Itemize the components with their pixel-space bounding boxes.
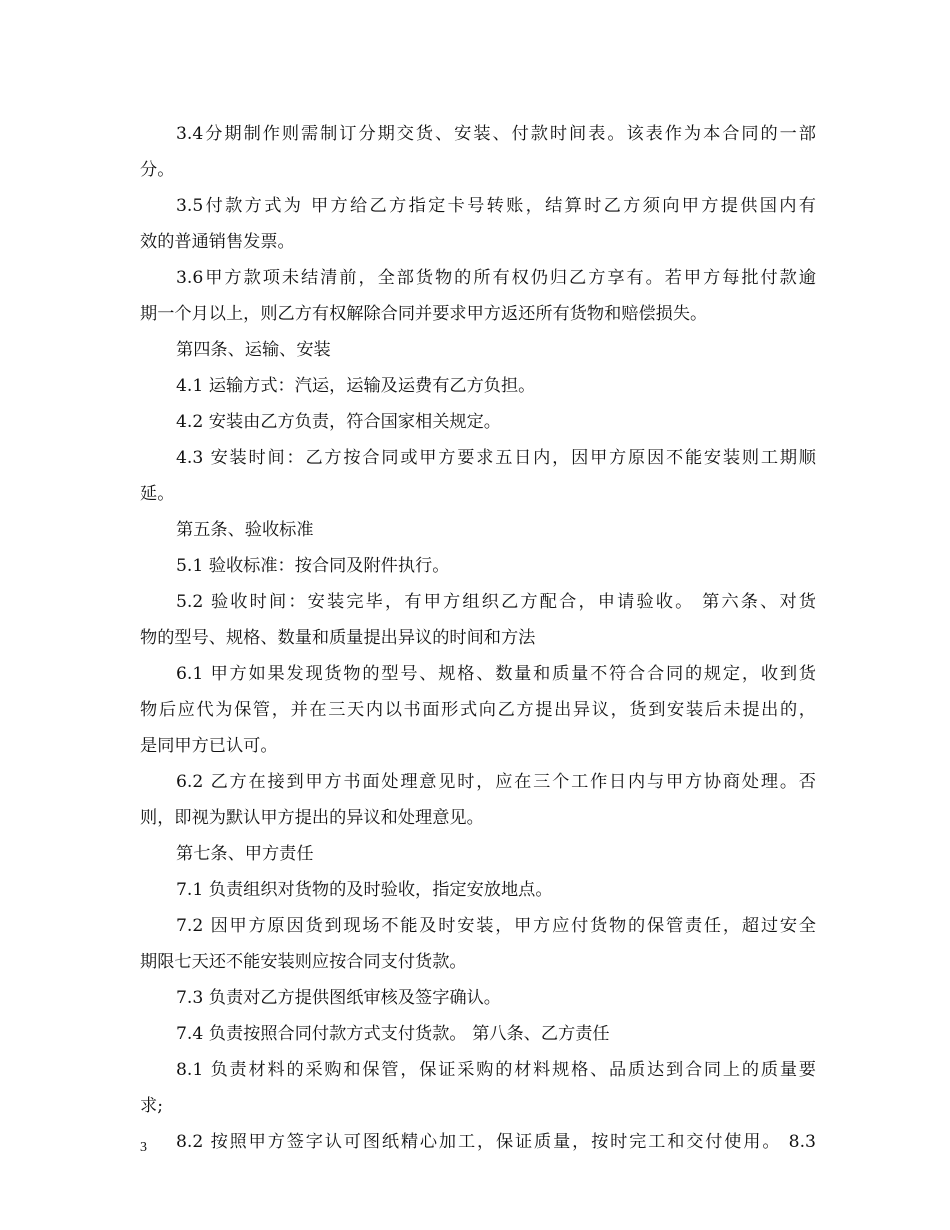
paragraph-line: 求; — [140, 1096, 163, 1116]
paragraph-line: 4.3 安装时间：乙方按合同或甲方要求五日内，因甲方原因不能安装则工期顺 — [176, 448, 816, 468]
section-heading: 第七条、甲方责任 — [176, 844, 314, 864]
paragraph-line: 物的型号、规格、数量和质量提出异议的时间和方法 — [140, 628, 536, 648]
paragraph-line: 5.2 验收时间：安装完毕，有甲方组织乙方配合，申请验收。 第六条、对货 — [176, 592, 816, 612]
paragraph-line: 5.1 验收标准：按合同及附件执行。 — [176, 556, 450, 576]
paragraph-line: 物后应代为保管，并在三天内以书面形式向乙方提出异议，货到安装后未提出的， — [140, 700, 816, 720]
paragraph-line: 4.2 安装由乙方负责，符合国家相关规定。 — [176, 412, 501, 432]
paragraph-line: 8.1 负责材料的采购和保管，保证采购的材料规格、品质达到合同上的质量要 — [176, 1060, 816, 1080]
paragraph-line: 延。 — [140, 484, 175, 504]
paragraph-line: 3.6甲方款项未结清前，全部货物的所有权仍归乙方享有。若甲方每批付款逾 — [176, 268, 816, 288]
paragraph-line: 7.2 因甲方原因货到现场不能及时安装，甲方应付货物的保管责任，超过安全 — [176, 916, 816, 936]
paragraph-line: 4.1 运输方式：汽运，运输及运费有乙方负担。 — [176, 376, 536, 396]
paragraph-line: 3.4分期制作则需制订分期交货、安装、付款时间表。该表作为本合同的一部 — [176, 124, 816, 144]
paragraph-line: 7.3 负责对乙方提供图纸审核及签字确认。 — [176, 988, 501, 1008]
paragraph-line: 6.1 甲方如果发现货物的型号、规格、数量和质量不符合合同的规定，收到货 — [176, 664, 816, 684]
section-heading: 第四条、运输、安装 — [176, 340, 331, 360]
document-body — [140, 116, 816, 1160]
section-heading: 第五条、验收标准 — [176, 520, 314, 540]
paragraph-line: 6.2 乙方在接到甲方书面处理意见时，应在三个工作日内与甲方协商处理。否 — [176, 772, 816, 792]
paragraph-line: 期一个月以上，则乙方有权解除合同并要求甲方返还所有货物和赔偿损失。 — [140, 304, 708, 324]
paragraph-line: 效的普通销售发票。 — [140, 232, 295, 252]
page-number: 3 — [140, 1140, 147, 1155]
paragraph-line: 期限七天还不能安装则应按合同支付货款。 — [140, 952, 467, 972]
paragraph-line: 7.1 负责组织对货物的及时验收，指定安放地点。 — [176, 880, 553, 900]
paragraph-line: 则，即视为默认甲方提出的异议和处理意见。 — [140, 808, 484, 828]
paragraph-line: 是同甲方已认可。 — [140, 736, 278, 756]
paragraph-line: 8.2 按照甲方签字认可图纸精心加工，保证质量，按时完工和交付使用。 8.3 — [176, 1132, 816, 1152]
paragraph-line: 3.5付款方式为 甲方给乙方指定卡号转账，结算时乙方须向甲方提供国内有 — [176, 196, 816, 216]
paragraph-line: 7.4 负责按照合同付款方式支付货款。 第八条、乙方责任 — [176, 1024, 610, 1044]
paragraph-line: 分。 — [140, 160, 175, 180]
